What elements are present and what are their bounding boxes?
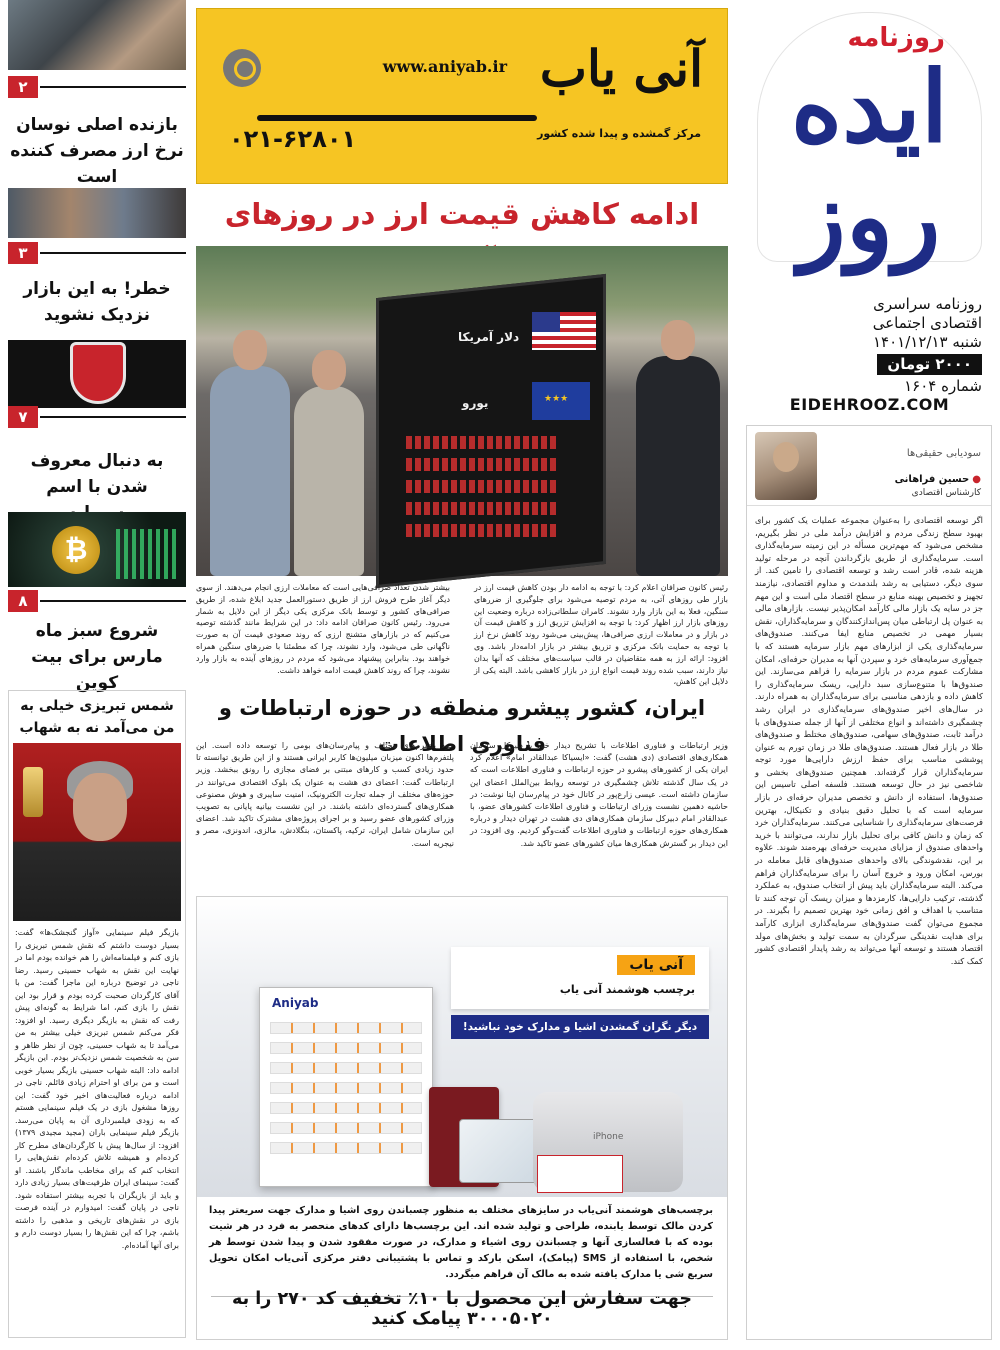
ict-col-left: خود پلتفرم‌های مختلف و پیام‌رسان‌های بومی را توسعه داده است. این پلتفرم‌ها اکنون میزبان میلیون‌ها کاربر ایرانی هستند و از این طریق توانسته تا حدود زیادی کسب و کارهای مبتنی بر فضای مجازی را رونق ببخشد. وزیر ارتباطات گفت: اعضای دی هشت به عنوان یک بلوک اقتصادی می‌توانند در حوزه‌های مختلف از جمله تجارت الکترونیک، امنیت سایبری و هوش مصنوعی همکاری‌های گسترده‌ای داشته باشند. در این نشست بیانیه پایانی به تصویب وزرای کشورهای عضو رسید و بر اجرای پروژه‌های مشترک تاکید شد. اعضای این سازمان شامل ایران، ترکیه، پاکستان، بنگلادش، مالزی، اندونزی، مصر و نیجریه است. [196,741,454,848]
newspaper-logo [757,12,982,275]
rate-row [406,480,556,493]
teaser-title-currency[interactable]: بازنده اصلی نوسان نرخ ارز مصرف کننده است [10,115,184,187]
aniyab-bottom-ad[interactable] [196,896,728,1340]
site-url[interactable]: EIDEHROOZ.COM [789,395,950,414]
board-label-eur: یورو [462,396,489,410]
teaser-thumb-perspolis[interactable] [8,340,186,408]
sticker-row [270,1082,422,1094]
ad-slogan: دیگر نگران گمشدن اشیا و مدارک خود نباشید! [451,1015,709,1039]
author-photo [755,432,817,500]
ad-subtitle: برچسب هوشمند آنی یاب [559,983,695,996]
sticker-row [270,1142,422,1154]
ict-headline[interactable]: ایران، کشور پیشرو منطقه در حوزه ارتباطات و فناوری اطلاعات [218,696,706,756]
sticker-row [270,1022,422,1034]
main-story-col-left: بیشتر شدن تعداد صرافی‌هایی است که معاملات ارزی انجام می‌دهند. از سوی دیگر آغاز طرح فروش ارز از طریق دستورالعمل جدید ابلاغ شده، از طریق صرافی‌های کشور و توسط بانک مرکزی یکی دیگر از این دلایل به شمار می‌رود. رئیس کانون صرافان ادامه داد: در این شرایط مانند گذشته توصیه می‌کنیم که در بازارهای متشنج ارزی که روند صعودی قیمت آن به صورت ناگهانی طی می‌شود، وارد نشوند، چرا که مطمئنا با ضررهای سنگین همراه خواهند بود. بنابراین پیشنهاد می‌شود که مردم در روزهای آینده به بازار وارد نشوند، چرا که روند کاهش قیمت ادامه خواهد داشت. [196,583,450,675]
masthead-date: شنبه ۱۴۰۱/۱۲/۱۳ [873,333,982,351]
price-badge: ۲۰۰۰ تومان [877,354,982,375]
chart-bars-icon [116,529,176,579]
column-title: سودیابی حقیقی‌ها [906,448,981,459]
person-figure [210,366,290,576]
trophy-icon [23,767,43,817]
author-role: کارشناس اقتصادی [911,488,981,498]
teaser-page-number: ۳ [8,242,38,264]
rate-row [406,436,556,449]
main-story-col-right: رئیس کانون صرافان اعلام کرد: با توجه به ادامه دار بودن کاهش قیمت ارز در بازار طی روزهای آتی، به مردم توصیه می‌شود برای جلوگیری از ضررهای سنگین، فعلا به این بازار وارد نشوند. کامران سلطانی‌زاده درباره وضعیت این روزهای بازار ارز اظهار کرد: با توجه به افزایش تزریق ارز و کاهش قیمت آن در بازار و در معاملات ارزی صرافی‌ها، پیش‌بینی می‌شود روند کاهش نرخ ارز با توجه به حمایت بانک مرکزی و تزریق بیشتر در بازار ادامه‌دار باشد. وی افزود: ارائه ارز به همه متقاضیان در قالب سیاست‌های مختلف که آنها بدان نیاز دارند، سبب شده روند قیمت انواع ارز در بازار کاهشی باشد. البته یکی از دلایل این کاهش، [474,583,728,687]
person-figure [294,386,364,576]
ad-tagline: مرکز گمشده و پیدا شده کشور [537,127,701,140]
rate-row [406,458,556,471]
teaser-page-number: ۸ [8,590,38,612]
teaser-page-number: ۷ [8,406,38,428]
ad-brand: آنی یاب [539,39,703,98]
main-headline[interactable]: ادامه کاهش قیمت ارز در روزهای [224,197,700,231]
masthead-line-type: روزنامه سراسری [873,295,982,313]
ad-order-cta[interactable]: جهت سفارش این محصول با ۱۰٪ تخفیف کد ۲۷۰ را به ۳۰۰۰۵۰۲۰ پیامک کنید [232,1289,692,1329]
sticker-sheet-brand: Aniyab [272,996,319,1010]
sticker-sheet [259,987,433,1187]
logo-wordmark: ایده روز [790,50,949,275]
shams-body: بازیگر فیلم سینمایی «آواز گنجشک‌ها» گفت: بسیار دوست داشتم که نقش شمس تبریزی را بازی کنم و فیلمنامه‌اش را هم خوانده بودم اما در نهایت این نقش به شهاب حسینی رسید. رضا ناجی در توضیح درباره این ماجرا گفت: من با آقای کارگردان صحبت کرده بودم و قرار بود این نقش را بازی کنم، اما شرایط به گونه‌ای پیش رفت که نقش به بازیگر دیگری رسید. او افزود: فکر می‌کنم شمس تبریزی خیلی بیشتر به من می‌آمد تا به شهاب حسینی، چون از نظر ظاهر و سن به شخصیت شمس نزدیک‌تر بودم. این بازیگر ادامه داد: البته شهاب حسینی بازیگر بسیار خوبی است و من برای او احترام زیادی قائلم. ناجی در ادامه درباره فعالیت‌های اخیر خود گفت: این روزها مشغول بازی در یک فیلم سینمایی هستم که به زودی فیلمبرداری آن به پایان می‌رسد. بازیگر فیلم سینمایی باران (مجید مجیدی ۱۳۷۹) افزود: از سال‌ها پیش با کارگردان‌های مطرح کار کرده‌ام و همیشه تلاش کرده‌ام نقش‌هایی را انتخاب کنم که برای مخاطب ماندگار باشند. او گفت: سینمای ایران ظرفیت‌های بسیار زیادی دارد و باید از بازیگران با تجربه بیشتر استفاده شود. ناجی در پایان گفت: امیدوارم در آینده فرصت بازی در نقش‌های تاریخی و مذهبی را داشته باشم، چرا که این نقش‌ها را بسیار دوست دارم و برای آنها آماده‌ام. [15,928,179,1250]
sticker-row [270,1042,422,1054]
teaser-page-number: ۲ [8,76,38,98]
ict-story-body [196,740,728,890]
ad-url[interactable]: www.aniyab.ir [382,57,507,76]
rate-row [406,524,556,537]
opinion-body: اگر توسعه اقتصادی را به‌عنوان مجموعه عملیات یک کشور برای بهبود سطح زندگی مردم و افزایش درآمد ملی در نظر بگیریم، مشخص می‌شود که مهم‌ترین مسأله در این زمینه سرمایه‌گذاری است. سرمایه‌گذاری از طریق بازگرداندن آنچه در مرحله تولید هزینه شده، قادر است رشد و توسعه اقتصادی را تامین کند. از سوی دیگر، دستیابی به رشد بلندمدت و مداوم اقتصادی، نیازمند تجهیز و تخصیص بهینه منابع در سطح اقتصاد ملی است و این مهم جز در سایه یک بازار مالی کارآمد امکان‌پذیر نیست. بازارهای مالی به عنوان پل ارتباطی میان پس‌اندازکنندگان و سرمایه‌گذاران، نقش بسیار مهمی در تخصیص منابع ایفا می‌کنند. صندوق‌های سرمایه‌گذاری یکی از ابزارهای مهم بازار سرمایه هستند که با جمع‌آوری سرمایه‌های خرد و سپردن آنها به مدیران حرفه‌ای، امکان مشارکت عموم مردم در بازار سرمایه را فراهم می‌سازند. این صندوق‌ها با متنوع‌سازی سبد دارایی، ریسک سرمایه‌گذاری را کاهش داده و بازدهی مناسبی برای سرمایه‌گذاران به همراه دارند. در سال‌های اخیر صندوق‌های سرمایه‌گذاری در ایران رشد چشمگیری داشته‌اند و انواع مختلفی از آنها از جمله صندوق‌های با درآمد ثابت، صندوق‌های سهامی، صندوق‌های مختلط و صندوق‌های طلا در بازار فعال هستند. صندوق‌های طلا در زمان تورم به عنوان پوششی مناسب برای حفظ ارزش دارایی‌ها مورد توجه سرمایه‌گذاران قرار گرفته‌اند. همچنین صندوق‌های بخشی و شاخصی نیز در حال توسعه هستند. فلسفه اصلی تاسیس این صندوق‌ها، استفاده از دانش و تخصص مدیران حرفه‌ای در بازار سرمایه است که با تحلیل دقیق بنیادی و تکنیکال، بهترین فرصت‌های سرمایه‌گذاری را شناسایی می‌کنند. سرمایه‌گذاران خرد که زمان و دانش کافی برای تحلیل بازار ندارند، می‌توانند با خرید واحدهای صندوق از مزایای مدیریت حرفه‌ای بهره‌مند شوند. علاوه بر این، نقدشوندگی بالای واحدهای صندوق‌های قابل معامله در بورس، امکان ورود و خروج آسان را برای سرمایه‌گذاران فراهم می‌کند. البته سرمایه‌گذاران باید پیش از انتخاب صندوق، به عملکرد گذشته، ترکیب دارایی‌ها، کارمزدها و میزان ریسک آن توجه کنند تا متناسب با اهداف و افق زمانی خود بهترین تصمیم را بگیرند. در مجموع می‌توان گفت صندوق‌های سرمایه‌گذاری ابزاری کارآمد برای هدایت نقدینگی سرگردان به سمت تولید و بخش‌های مولد اقتصاد هستند و توسعه آنها می‌تواند به رشد پایدار اقتصادی کشور کمک کند. [755,515,983,966]
main-story-body [196,580,728,687]
teaser-divider [40,252,186,254]
bitcoin-icon: ₿ [52,526,100,574]
author-box [747,426,991,506]
logo-prefix: روزنامه [847,23,945,53]
ad-phone[interactable]: ۰۲۱-۶۲۸۰۱ [229,125,357,153]
author-name: ● حسین فراهانی [895,474,981,485]
sticker-sample [537,1155,623,1193]
teaser-title-market[interactable]: خطر! به این بازار نزدیک نشوید [23,279,171,325]
shams-headline[interactable]: شمس تبریزی خیلی به من می‌آمد نه به شهاب [19,698,175,736]
sticker-row [270,1122,422,1134]
actor-photo [13,743,181,921]
masthead [738,0,1000,425]
exchange-photo [196,246,728,576]
person-figure [636,356,720,576]
sticker-row [270,1062,422,1074]
ad-underline [257,115,537,121]
club-crest-icon [70,342,126,404]
ad-title: آنی یاب [617,955,695,975]
rate-row [406,502,556,515]
board-label-usd: دلار آمریکا [458,330,520,344]
teaser-thumb-bitcoin[interactable] [8,512,186,587]
teaser-title-bitcoin[interactable]: شروع سبز ماه مارس برای بیت کوین [31,621,163,693]
ad-title-card [451,947,709,1009]
opinion-column [746,425,992,1340]
ad-description: برچسب‌های هوشمند آنی‌یاب در سایزهای مختلف به منظور چسباندن روی اشیا و مدارک جهت سریعتر پیدا کردن مالک توسط یابنده، طراحی و تولید شده اند. این برچسب‌ها دارای کدهای منحصر به فرد در هر شیت بوده که با فعالسازی آنها و چسباندن روی اشیاء و مدارک، در صورت مفقود شدن و پیدا شدن توسط هر شخص، با استفاده از SMS (پیامک)، اسکن بارکد و تماس با پشتیبانی دفتر مرکزی آنی‌یاب امکان تحویل سریع شی یا مدارک یافته شده به مالک آن فراهم میگردد. [209,1205,713,1280]
teaser-divider [40,416,186,418]
teaser-thumb-market[interactable] [8,188,186,238]
phone-brand: iPhone [593,1132,624,1142]
teaser-title-perspolis[interactable]: به دنبال معروف شدن با اسم [30,451,164,497]
teaser-divider [40,86,186,88]
actor-face [73,773,127,841]
usa-flag-icon [532,312,596,350]
aniyab-top-ad[interactable] [196,8,728,184]
teaser-thumb-currency[interactable] [8,0,186,70]
ict-col-right: وزیر ارتباطات و فناوری اطلاعات با تشریح دیدار خود با دبیرکل سازمان همکاری‌های اقتصادی (دی هشت) گفت: «ایسیاکا عبدالقادر امام» اعلام کرد ایران یکی از کشورهای پیشرو در حوزه ارتباطات و فناوری اطلاعات است که در یک سال گذشته تلاش چشمگیری در توسعه روابط بین‌الملل اعضای این سازمان داشته است. عیسی زارع‌پور در کانال خود در پیام‌رسان ایتا نوشت: در حاشیه دهمین نشست وزرای ارتباطات و فناوری اطلاعات کشورهای عضو، با عبدالقادر امام دبیرکل سازمان همکاری‌های دی هشت در تهران دیدار و درباره همکاری‌های حوزه ارتباطات و فناوری اطلاعات گفت‌وگو کردیم. وی افزود: در این دیدار بر گسترش همکاری‌ها میان کشورهای عضو تاکید شد. [470,741,728,848]
eu-flag-icon [532,382,590,420]
sticker-row [270,1102,422,1114]
masthead-info [757,295,982,396]
teaser-divider [40,600,186,602]
masthead-line-subject: اقتصادی اجتماعی [872,314,982,332]
location-pin-icon [223,49,261,87]
issue-number: شماره ۱۶۰۴ [904,377,982,395]
shams-article [8,690,186,1338]
